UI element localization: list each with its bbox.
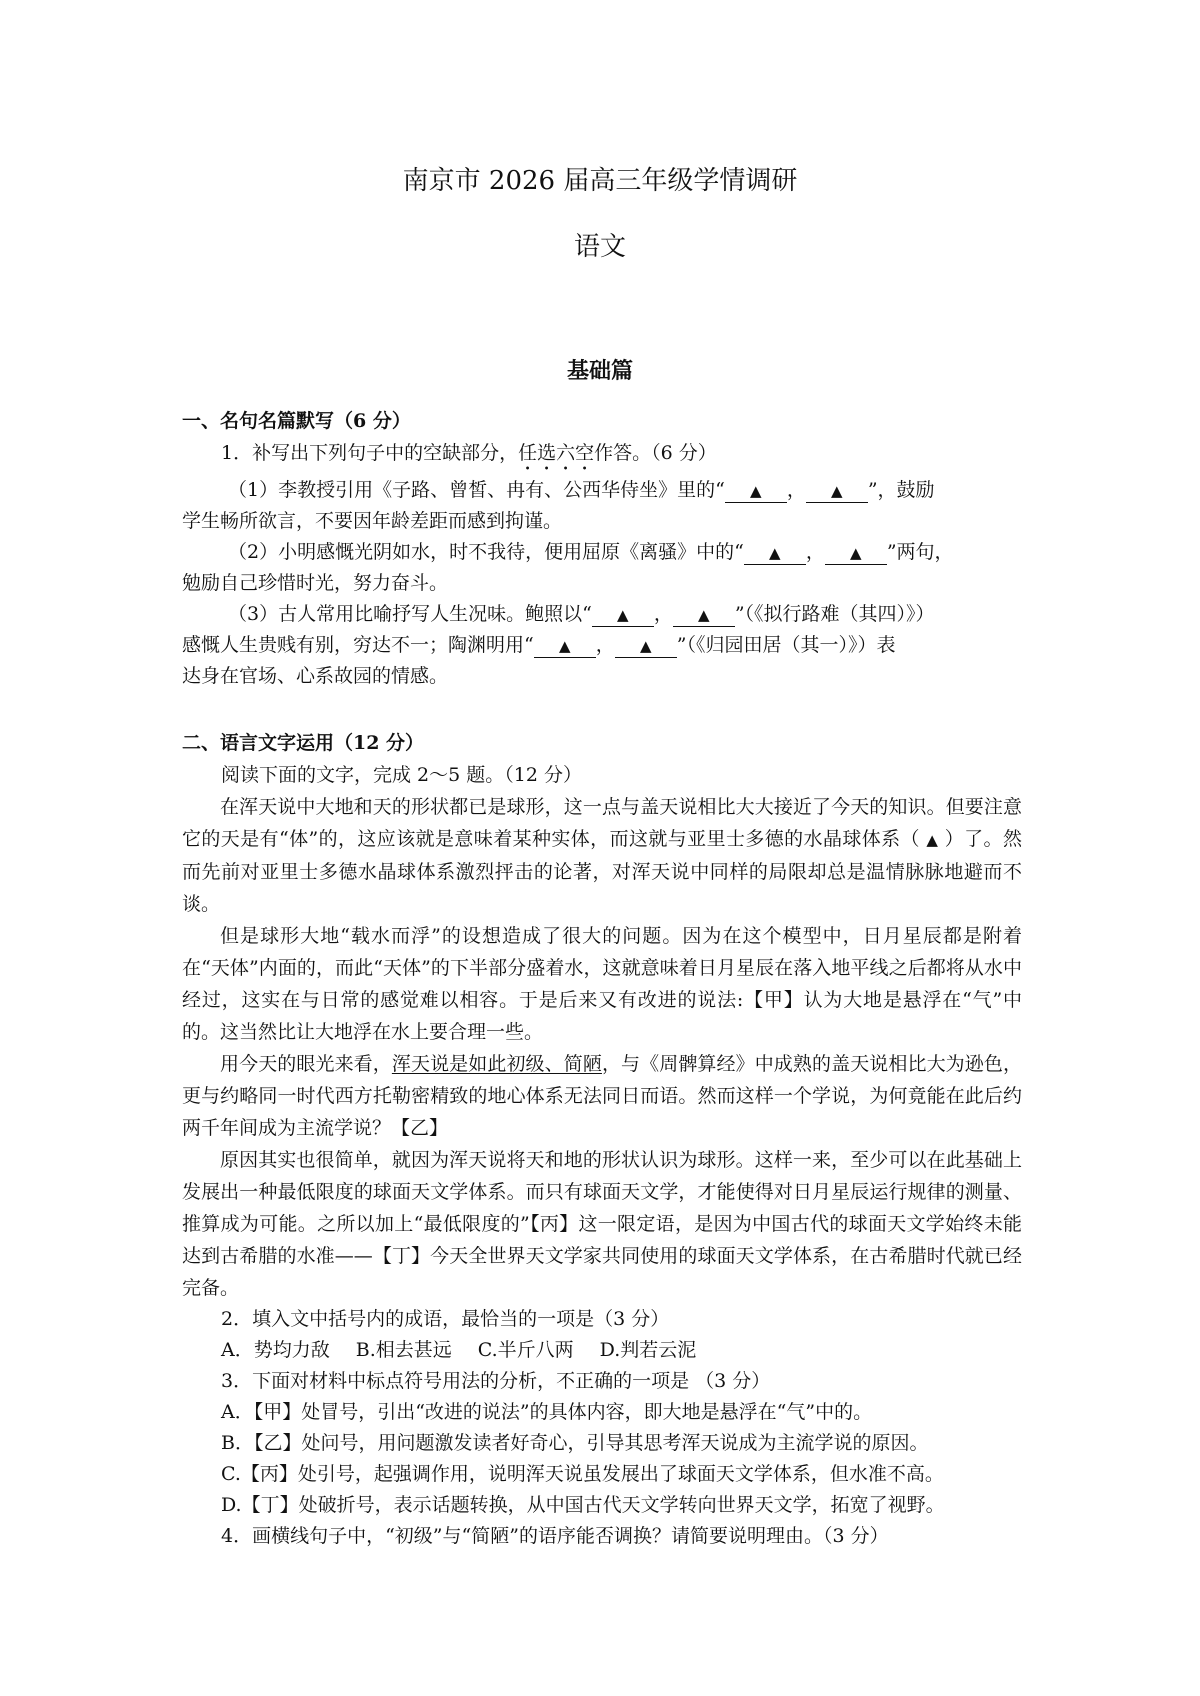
triangle-icon: ▲ [769,544,781,562]
question-3: 3．下面对材料中标点符号用法的分析，不正确的一项是 （3 分） [221,1370,771,1392]
question-3-option-d: D.【丁】处破折号，表示话题转换，从中国古代天文学转向世界天文学，拓宽了视野。 [221,1494,945,1516]
paragraph-1-text-end: ）了。然而先前对亚里士多德水晶球体系激烈抨击的论著，对浑天说中同样的局限却总是温情脉脉地避而不谈。 [182,828,1022,915]
triangle-icon: ▲ [926,831,939,849]
answer-blank [673,603,735,627]
comma: ， [653,603,673,625]
comma: ， [786,479,806,501]
item-3-line3: 达身在官场、心系故园的情感。 [182,665,449,687]
part1-heading: 一、名句名篇默写（6 分） [182,410,411,432]
paragraph-3-text-end: ，与《周髀算经》中成熟的盖天说相比大为逊色，更与约略同一时代西方托勒密精致的地心体系无法同日而语。然而这样一个学说，为何竟能在此后约两千年间成为主流学说？【乙】 [182,1053,1022,1139]
answer-blank [592,603,654,627]
option-b: B.相去甚远 [355,1339,452,1361]
item-3-line2 [182,630,1022,661]
exam-content [182,400,1022,1552]
comma: ， [805,541,825,563]
triangle-icon: ▲ [850,544,862,562]
item-2-text-end: ”两句， [886,541,954,563]
question-4: 4．画横线句子中，“初级”与“简陋”的语序能否调换？请简要说明理由。（3 分） [221,1525,889,1547]
item-3-line1 [182,599,1022,630]
question-1 [182,438,1022,469]
item-1-text-end: ”，鼓励 [867,479,935,501]
question-3-option-c: C.【丙】处引号，起强调作用，说明浑天说虽发展出了球面天文学体系，但水准不高。 [221,1463,944,1485]
answer-blank [744,541,806,565]
answer-blank [534,634,596,658]
answer-blank [615,634,677,658]
item-3-text-b: ”（《拟行路难（其四）》） [734,603,935,625]
triangle-icon: ▲ [558,637,571,655]
passage-paragraph-4: 原因其实也很简单，就因为浑天说将天和地的形状认识为球形。这样一来，至少可以在此基础上发展出一种最低限度的球面天文学体系。而只有球面天文学，才能使得对日月星辰运行规律的测量、推算成为可能。之所以加上“最低限度的”【丙】这一限定语，是因为中国古代的球面天文学始终未能达到古希腊的水准——【丁】今天全世界天文学家共同使用的球面天文学体系，在古希腊时代就已经完备。 [182,1149,1022,1299]
question-2: 2．填入文中括号内的成语，最恰当的一项是（3 分） [221,1308,670,1330]
question-2-options [182,1335,1022,1366]
underlined-sentence: 浑天说是如此初级、简陋 [391,1053,602,1075]
section-title: 基础篇 [566,358,633,384]
subject-title: 语文 [573,232,626,262]
question-3-option-a: A．【甲】处冒号，引出“改进的说法”的具体内容，即大地是悬浮在“气”中的。 [221,1401,873,1423]
answer-blank [825,541,887,565]
passage-paragraph-3 [182,1048,1022,1144]
answer-blank [806,479,868,503]
option-d: D.判若云泥 [599,1339,697,1361]
paragraph-3-text: 用今天的眼光来看， [220,1053,392,1075]
part2-heading: 二、语言文字运用（12 分） [182,732,425,754]
triangle-icon: ▲ [617,606,629,624]
triangle-icon: ▲ [831,482,843,500]
question-3-option-b: B．【乙】处问号，用问题激发读者好奇心，引导其思考浑天说成为主流学说的原因。 [221,1432,929,1454]
paragraph-1-text: 在浑天说中大地和天的形状都已是球形，这一点与盖天说相比大大接近了今天的知识。但要注意它的天是有“体”的，这应该就是意味着某种实体，而这就与亚里士多德的水晶球体系（ [182,796,1022,850]
item-1-text: （1）李教授引用《子路、曾皙、冉有、公西华侍坐》里的“ [228,479,725,501]
comma: ， [595,634,615,656]
passage-paragraph-1 [182,791,1022,920]
passage-paragraph-2: 但是球形大地“载水而浮”的设想造成了很大的问题。因为在这个模型中，日月星辰都是附着在“天体”内面的，而此“天体”的下半部分盛着水，这就意味着日月星辰在落入地平线之后都将从水中经过，这实在与日常的感觉难以相容。于是后来又有改进的说法:【甲】认为大地是悬浮在“气”中的。这当然比让大地浮在水上要合理一些。 [182,925,1022,1043]
question-1-text-end: 作答。（6 分） [594,442,717,464]
triangle-icon: ▲ [639,637,652,655]
emphasis-text: 任选六空 [518,442,595,464]
option-c: C.半斤八两 [477,1339,574,1361]
reading-intro: 阅读下面的文字，完成 2～5 题。（12 分） [221,764,582,786]
item-3-text-d: ”（《归园田居（其一）》）表 [676,634,896,656]
exam-title: 南京市 2026 届高三年级学情调研 [402,166,798,196]
question-1-text: 1．补写出下列句子中的空缺部分， [221,442,519,464]
item-3-text-c: 感慨人生贵贱有别，穷达不一；陶渊明用“ [182,634,534,656]
item-3-text: （3）古人常用比喻抒写人生况味。鲍照以“ [228,603,592,625]
item-2-line1 [182,537,1022,568]
item-2-line2: 勉励自己珍惜时光，努力奋斗。 [182,572,449,594]
triangle-icon: ▲ [750,482,762,500]
option-a: A．势均力敌 [221,1339,330,1361]
item-1-line2: 学生畅所欲言，不要因年龄差距而感到拘谨。 [182,510,563,532]
answer-blank [725,479,787,503]
item-2-text: （2）小明感慨光阴如水，时不我待，便用屈原《离骚》中的“ [228,541,744,563]
item-1-line1 [182,475,1022,506]
triangle-icon: ▲ [698,606,710,624]
